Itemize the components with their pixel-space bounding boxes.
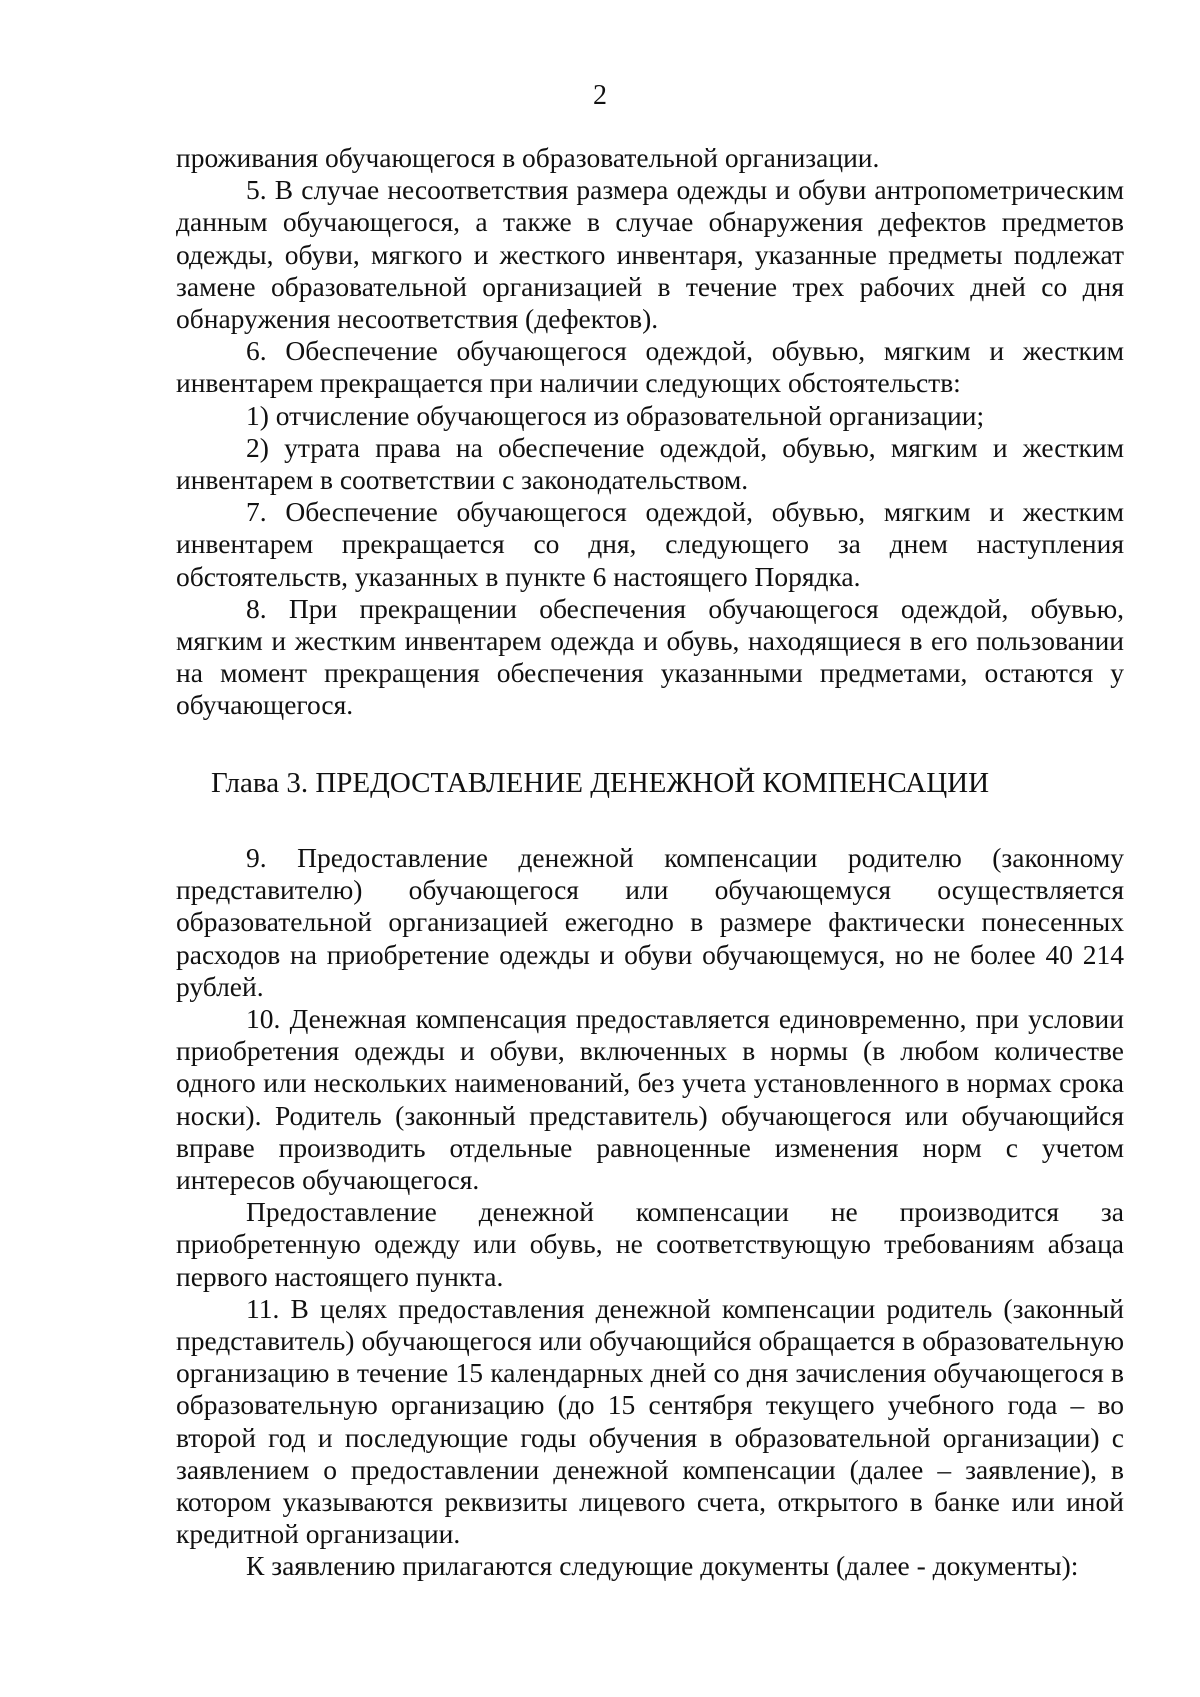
section-1-body [176, 142, 1124, 722]
page-number: 2 [593, 80, 607, 111]
chapter-heading: Глава 3. ПРЕДОСТАВЛЕНИЕ ДЕНЕЖНОЙ КОМПЕНСАЦИИ [210, 767, 990, 799]
paragraph-item-6-sub-2: 2) утрата права на обеспечение одеждой, обувью, мягким и жестким инвентарем в соответствии с законодательством. [176, 431, 1124, 496]
paragraph-continuation: проживания обучающегося в образовательной организации. [176, 142, 880, 173]
paragraph-item-11-abzac-2: К заявлению прилагаются следующие документы (далее - документы): [246, 1550, 1079, 1582]
paragraph-item-5: 5. В случае несоответствия размера одежды и обуви антропометрическим данным обучающегося, а также в случае обнаружения дефектов предметов одежды, обуви, мягкого и жесткого инвентаря, указанные предметы подлежат замене образовательной организацией в течение трех рабочих дней со дня обнаружения несоответствия (дефектов). [176, 174, 1124, 335]
paragraph-item-11: 11. В целях предоставления денежной компенсации родитель (законный представитель) обучающегося или обучающийся обращается в образовательную организацию в течение 15 календарных дней со дня зачисления обучающегося в образовательную организацию (до 15 сентября текущего учебного года – во второй год и последующие годы обучения в образовательной организации) с заявлением о предоставлении денежной компенсации (далее – заявление), в котором указываются реквизиты лицевого счета, открытого в банке или иной кредитной организации. [176, 1292, 1124, 1550]
paragraph-item-7: 7. Обеспечение обучающегося одеждой, обувью, мягким и жестким инвентарем прекращается со дня, следующего за днем наступления обстоятельств, указанных в пункте 6 настоящего Порядка. [176, 496, 1124, 592]
paragraph-item-10-abzac-2: Предоставление денежной компенсации не производится за приобретенную одежду или обувь, не соответствующую требованиям абзаца первого настоящего пункта. [176, 1196, 1124, 1292]
paragraph-item-6: 6. Обеспечение обучающегося одеждой, обувью, мягким и жестким инвентарем прекращается при наличии следующих обстоятельств: [176, 335, 1124, 399]
paragraph-item-10: 10. Денежная компенсация предоставляется единовременно, при условии приобретения одежды и обуви, включенных в нормы (в любом количестве одного или нескольких наименований, без учета установленного в нормах срока носки). Родитель (законный представитель) обучающегося или обучающийся вправе производить отдельные равноценные изменения норм с учетом интересов обучающегося. [176, 1003, 1124, 1196]
paragraph-item-8: 8. При прекращении обеспечения обучающегося одеждой, обувью, мягким и жестким инвентарем одежда и обувь, находящиеся в его пользовании на момент прекращения обеспечения указанными предметами, остаются у обучающегося. [176, 592, 1124, 721]
paragraph-item-9: 9. Предоставление денежной компенсации родителю (законному представителю) обучающегося или обучающемуся осуществляется образовательной организацией ежегодно в размере фактически понесенных расходов на приобретение одежды и обуви обучающемуся, но не более 40 214 рублей. [176, 842, 1124, 1002]
chapter-3-body [176, 842, 1124, 1583]
paragraph-item-6-sub-1: 1) отчисление обучающегося из образовательной организации; [246, 399, 985, 431]
